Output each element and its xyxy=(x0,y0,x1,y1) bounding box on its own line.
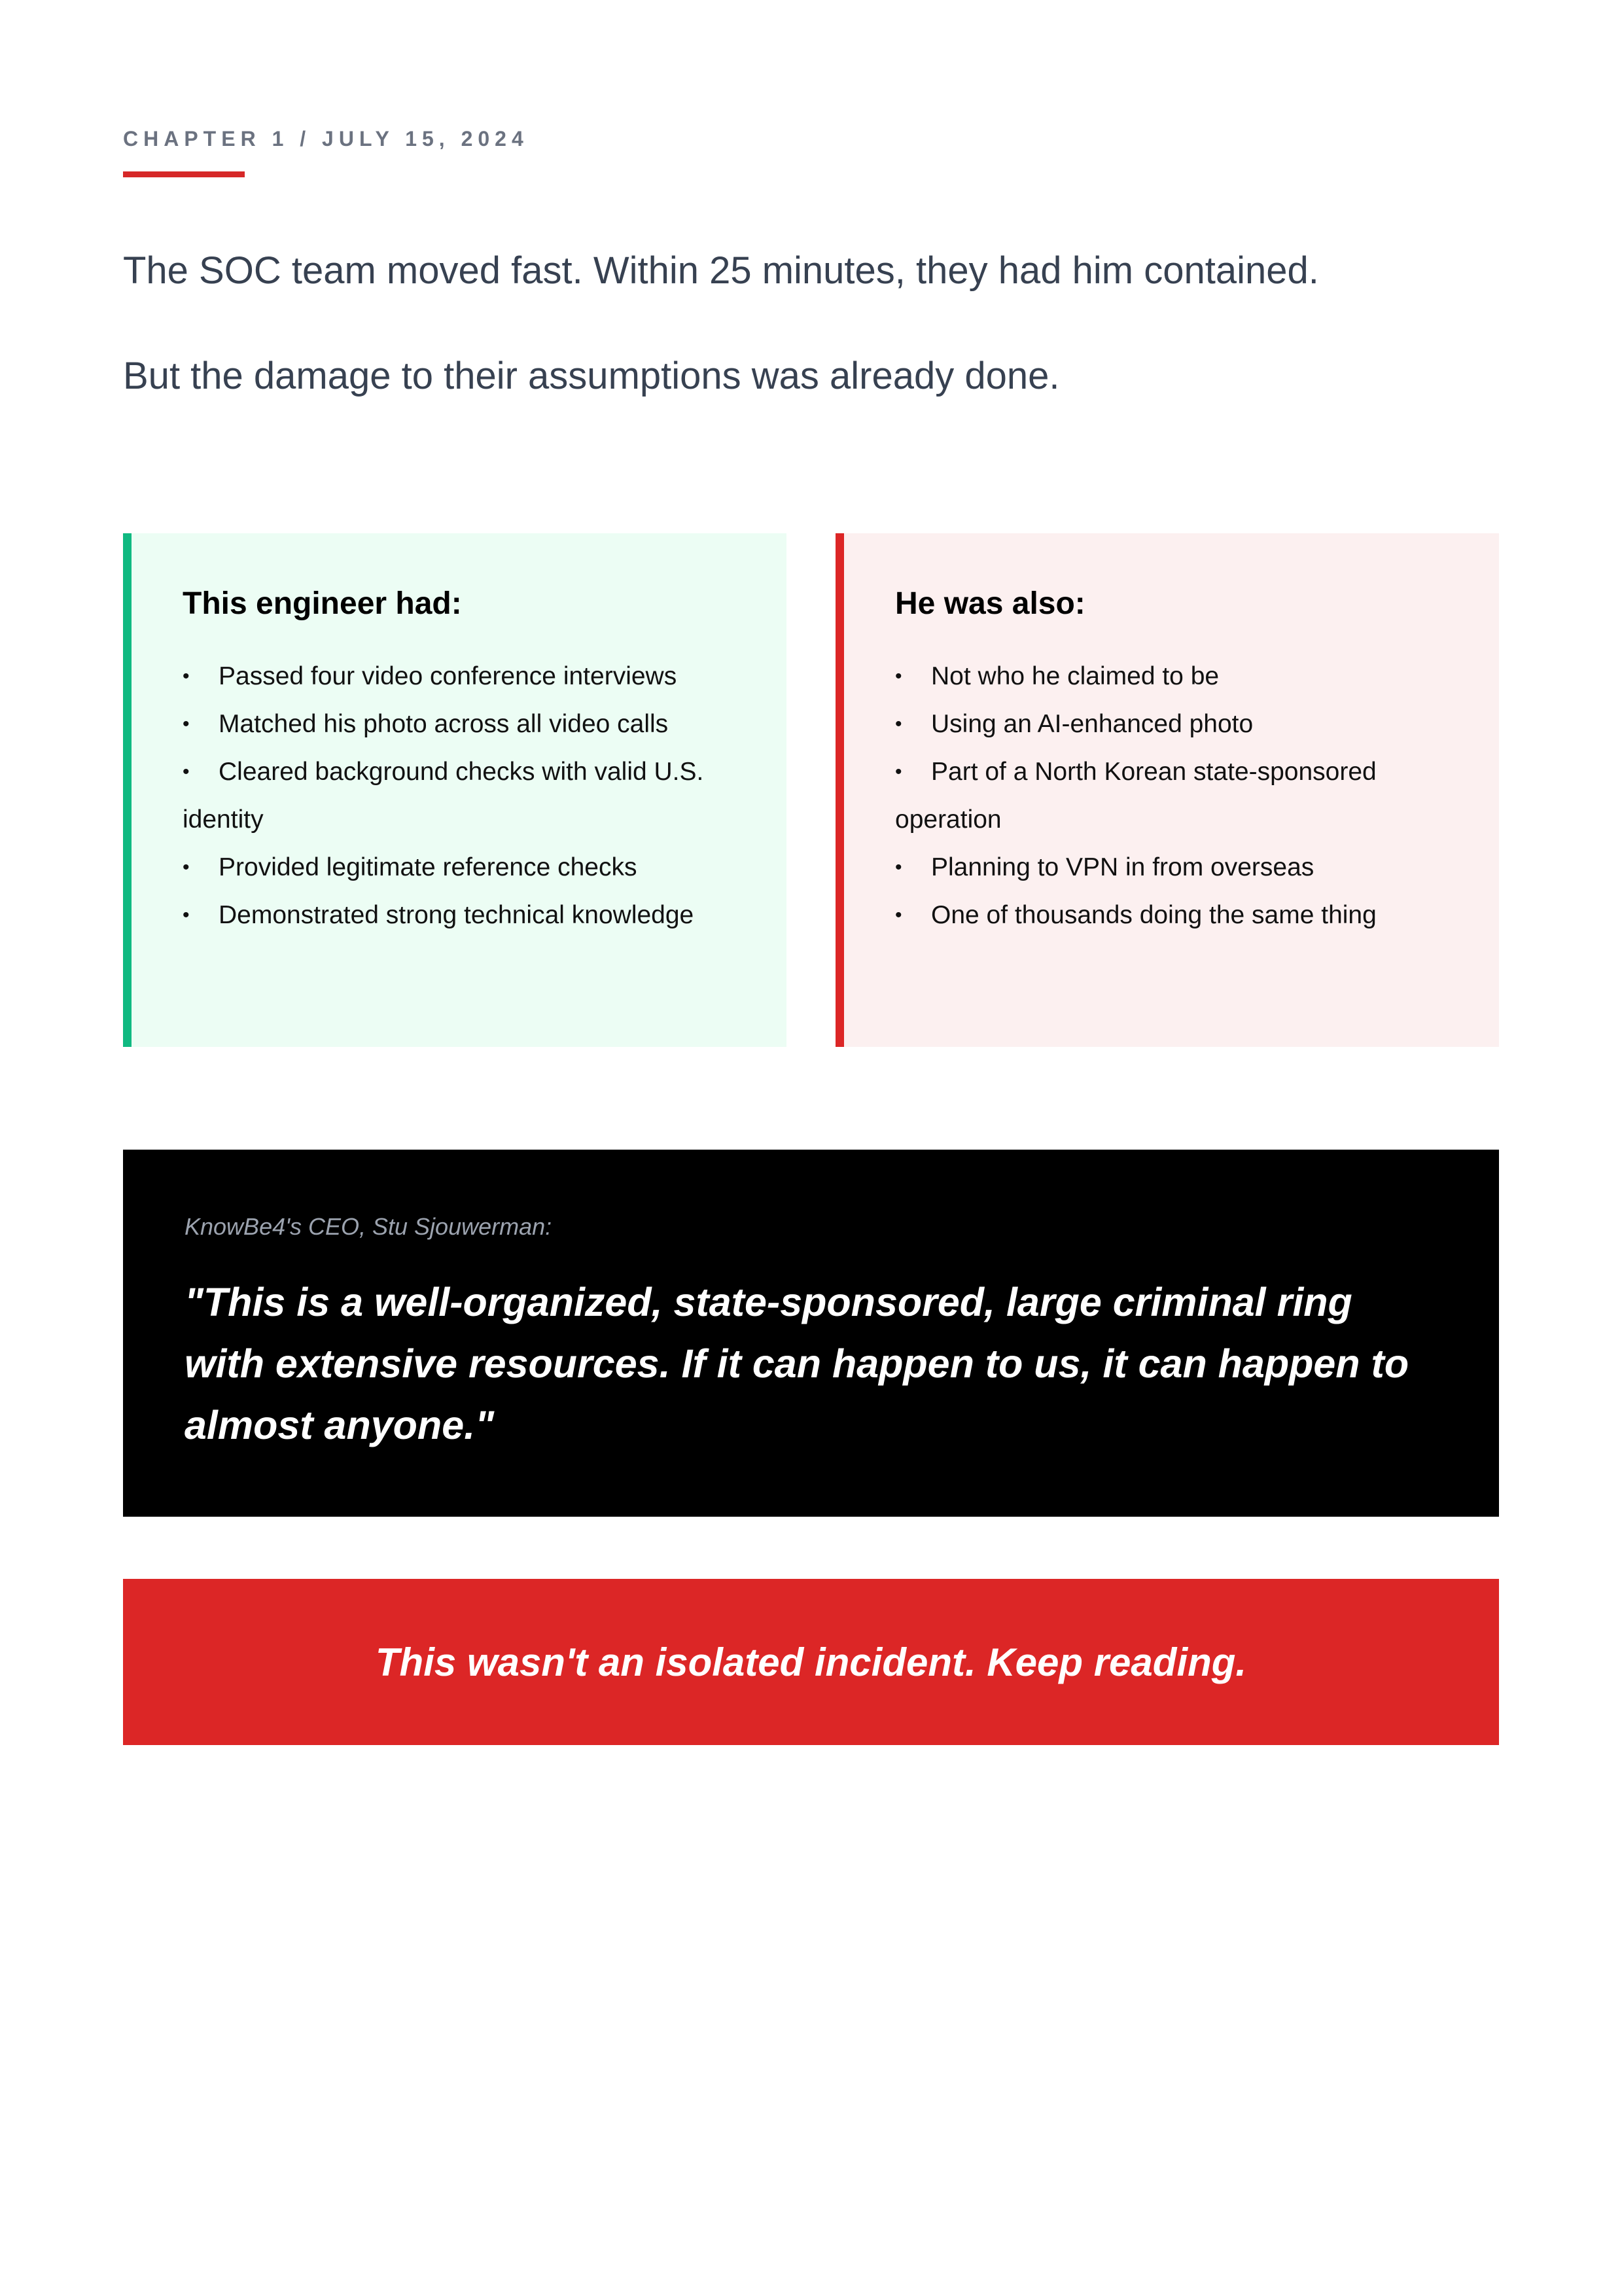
bullet-icon: • xyxy=(895,761,902,783)
bullet-icon: • xyxy=(183,665,190,687)
bullet-icon: • xyxy=(895,713,902,735)
list-item: • Provided legitimate reference checks xyxy=(183,843,747,891)
bullet-icon: • xyxy=(895,857,902,878)
bullet-icon: • xyxy=(183,713,190,735)
engineer-had-card xyxy=(123,533,786,1047)
list-item: • Demonstrated strong technical knowledge xyxy=(183,891,747,939)
page xyxy=(123,0,1499,2296)
list-item: • Passed four video conference interviews xyxy=(183,652,747,700)
engineer-had-title: This engineer had: xyxy=(183,586,462,621)
list-item: • Cleared background checks with valid U.S. identity xyxy=(183,748,747,843)
intro-line-1: The SOC team moved fast. Within 25 minutes, they had him contained. xyxy=(123,249,1319,292)
bullet-icon: • xyxy=(183,761,190,783)
chapter-eyebrow: CHAPTER 1 / JULY 15, 2024 xyxy=(123,127,529,150)
keep-reading-text: This wasn't an isolated incident. Keep reading. xyxy=(375,1640,1247,1684)
bullet-icon: • xyxy=(183,904,190,926)
quote-attribution: KnowBe4's CEO, Stu Sjouwerman: xyxy=(185,1213,552,1240)
list-item: • Part of a North Korean state-sponsored operation xyxy=(895,748,1460,843)
eyebrow-rule xyxy=(123,171,245,177)
list-item: • Using an AI-enhanced photo xyxy=(895,700,1460,748)
he-was-also-title: He was also: xyxy=(895,586,1085,621)
bullet-icon: • xyxy=(895,665,902,687)
list-item: • One of thousands doing the same thing xyxy=(895,891,1460,939)
he-was-also-list xyxy=(895,652,1460,939)
list-item: • Not who he claimed to be xyxy=(895,652,1460,700)
ceo-quote-box xyxy=(123,1150,1499,1517)
keep-reading-banner xyxy=(123,1579,1499,1745)
quote-text: "This is a well-organized, state-sponsored, large criminal ring with extensive resources. If it can happen to us, it can happen to almost anyone." xyxy=(185,1280,1409,1447)
engineer-had-list xyxy=(183,652,747,939)
intro-line-2: But the damage to their assumptions was already done. xyxy=(123,355,1060,397)
list-item: • Matched his photo across all video calls xyxy=(183,700,747,748)
bullet-icon: • xyxy=(895,904,902,926)
bullet-icon: • xyxy=(183,857,190,878)
list-item: • Planning to VPN in from overseas xyxy=(895,843,1460,891)
he-was-also-card xyxy=(836,533,1499,1047)
